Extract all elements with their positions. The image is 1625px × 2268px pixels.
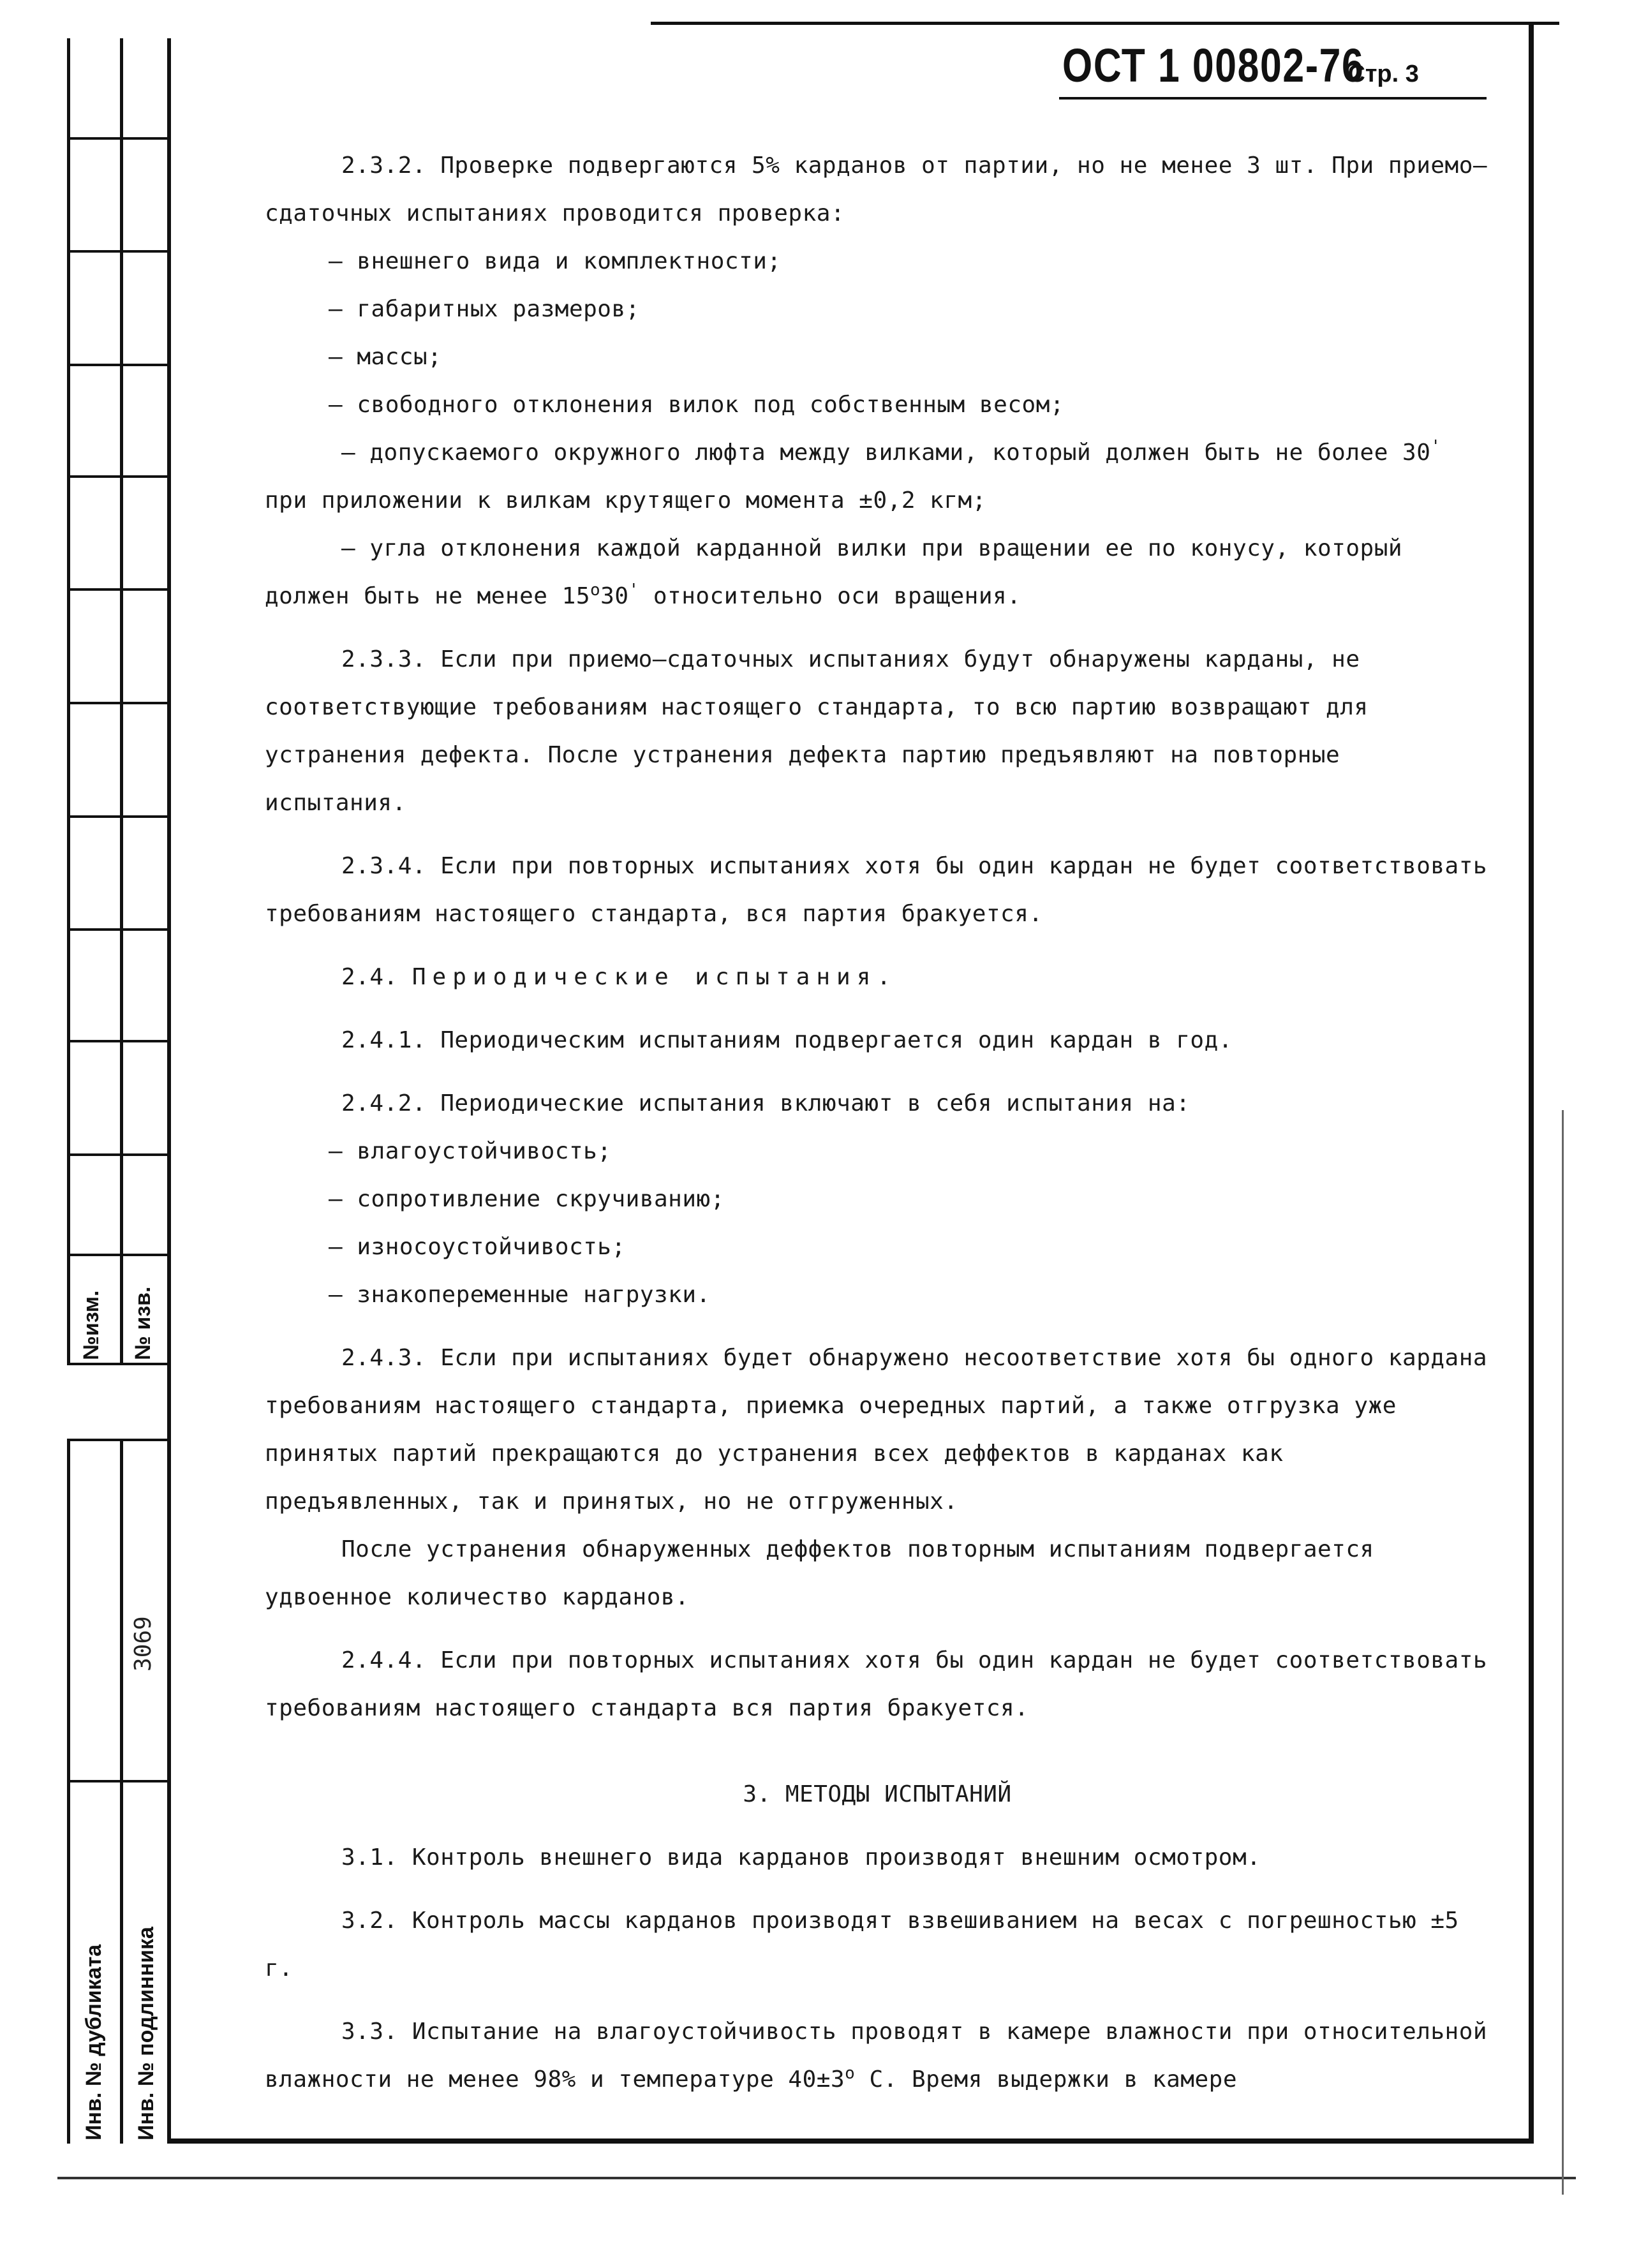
change-no-label: №изм. — [79, 1290, 103, 1360]
list-item: – сопротивление скручиванию; — [329, 1186, 725, 1212]
inv-number: 3069 — [130, 1616, 156, 1671]
stamp-row-line — [67, 137, 167, 140]
list-item-angle: – угла отклонения каждой карданной вилки при вращении ее по конусу, который должен быть не менее $15^о30'$ относительно оси вращения. — [265, 535, 1403, 609]
paragraph-2-4-1: 2.4.1. Периодическим испытаниям подвергается один кардан в год. — [341, 1027, 1233, 1053]
stamp-row-line — [67, 475, 167, 478]
frame-top-line — [651, 22, 1559, 25]
stamp-row-line — [67, 1780, 167, 1783]
paragraph-2-4-3-continued: После устранения обнаруженных деффектов повторным испытаниям подвергается удвоенное количество карданов. — [265, 1536, 1374, 1610]
stamp-row-line — [67, 250, 167, 253]
paragraph-2-4-3: 2.4.3. Если при испытаниях будет обнаружено несоответствие хотя бы одного кардана требованиям настоящего стандарта, приемка очередных партий, а также отгрузка уже принятых партий прекращаются до устранения всех деффектов в карданах как предъявленных, так и принятых, но не отгруженных. — [265, 1345, 1488, 1515]
list-item: – знакопеременные нагрузки. — [329, 1282, 711, 1308]
paragraph-2-3-3: 2.3.3. Если при приемо–сдаточных испытаниях будут обнаружены карданы, не соответствующие требованиям настоящего стандарта, то всю партию возвращают для устранения дефекта. После устранения дефекта партию предъявляют на повторные испытания. — [265, 646, 1369, 816]
frame-left-line — [167, 38, 171, 2144]
paragraph-3-2: 3.2. Контроль массы карданов производят взвешиванием на весах с погрешностью ±5 г. — [265, 1908, 1459, 1982]
paragraph-2-4-2: 2.4.2. Периодические испытания включают в себя испытания на: — [341, 1090, 1191, 1116]
notice-no-label: № изв. — [131, 1286, 155, 1360]
list-item: – массы; — [329, 344, 442, 370]
paragraph-3-1: 3.1. Контроль внешнего вида карданов производят внешним осмотром. — [341, 1844, 1261, 1871]
stamp-row-line — [67, 1040, 167, 1042]
stamp-row-line — [67, 815, 167, 818]
paragraph-2-3-2: 2.3.2. Проверке подвергаются 5% карданов от партии, но не менее 3 шт. При приемо–сдаточных испытаниях проводится проверка: — [265, 152, 1488, 226]
header-underline — [1059, 97, 1487, 100]
standard-code: ОСТ 1 00802-76 — [1062, 39, 1365, 92]
stamp-row-line — [67, 1254, 167, 1256]
document-body — [265, 142, 1490, 2103]
stamp-column-inner-lower — [120, 1439, 123, 2144]
frame-bottom-line — [167, 2138, 1534, 2144]
original-inv-label: Инв. № подлинника — [134, 1927, 158, 2140]
list-item: – износоустойчивость; — [329, 1234, 626, 1260]
stamp-row-line — [67, 588, 167, 591]
heading-2-4: 2.4. Периодические испытания. — [341, 964, 898, 990]
document-header — [1062, 38, 1419, 93]
stamp-row-line — [67, 364, 167, 366]
paragraph-2-4-4: 2.4.4. Если при повторных испытаниях хотя бы один кардан не будет соответствовать требованиям настоящего стандарта вся партия бракуется. — [265, 1647, 1488, 1721]
right-margin-mark — [1562, 1110, 1564, 2195]
stamp-row-line — [67, 702, 167, 704]
paragraph-2-3-4: 2.3.4. Если при повторных испытаниях хотя бы один кардан не будет соответствовать требованиям настоящего стандарта, вся партия бракуется. — [265, 853, 1488, 927]
duplicate-inv-label: Инв. № дубликата — [82, 1944, 106, 2140]
stamp-row-line — [67, 1153, 167, 1156]
list-item: – габаритных размеров; — [329, 296, 640, 322]
cut-line — [57, 2177, 1576, 2179]
stamp-row-line — [67, 928, 167, 931]
frame-right-line — [1529, 22, 1534, 2140]
list-item-backlash: – допускаемого окружного люфта между вилками, который должен быть не более 30' при приложении к вилкам крутящего момента ±0,2 кгм; — [265, 437, 1441, 514]
stamp-row-line — [67, 1363, 167, 1365]
stamp-column-outer-lower — [67, 1439, 70, 2144]
section-3-heading: 3. МЕТОДЫ ИСПЫТАНИЙ — [743, 1781, 1012, 1807]
list-item: – свободного отклонения вилок под собственным весом; — [329, 392, 1065, 418]
list-item: – влагоустойчивость; — [329, 1138, 612, 1164]
paragraph-3-3: 3.3. Испытание на влагоустойчивость проводят в камере влажности при относительной влажности не менее 98% и температуре $40\pm 3^о$ С. Время выдержки в камере — [265, 2019, 1488, 2093]
stamp-row-line — [67, 1439, 167, 1441]
page-number: Стр. 3 — [1347, 61, 1419, 87]
list-item: – внешнего вида и комплектности; — [329, 248, 782, 274]
